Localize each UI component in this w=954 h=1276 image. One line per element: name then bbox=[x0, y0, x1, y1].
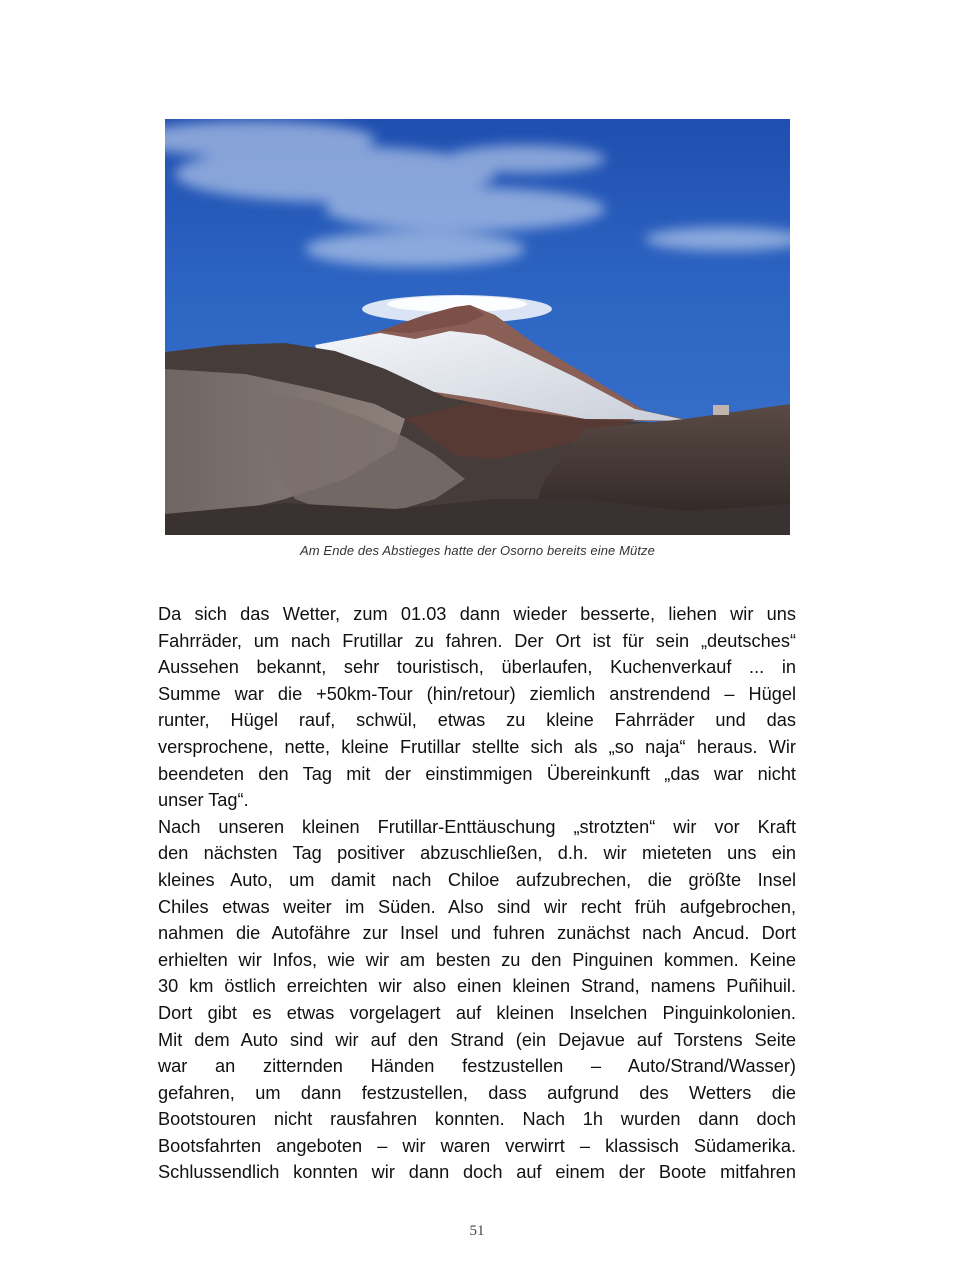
text-line: Da sich das Wetter, zum 01.03 dann wieder besserte, liehen wir uns bbox=[158, 604, 796, 624]
text-line: den nächsten Tag positiver abzuschließen, d.h. wir mieteten uns ein bbox=[158, 843, 796, 864]
text-line: Chiles etwas weiter im Süden. Also sind wir recht früh aufgebrochen, bbox=[158, 896, 796, 917]
text-line: runter, Hügel rauf, schwül, etwas zu kleine Fahrräder und das bbox=[158, 710, 796, 731]
text-line: unser Tag“. bbox=[158, 790, 249, 811]
text-line: Nach unseren kleinen Frutillar-Enttäuschung „strotzten“ wir vor Kraft bbox=[158, 816, 796, 837]
text-line: Summe war die +50km-Tour (hin/retour) ziemlich anstrendend – Hügel bbox=[158, 683, 796, 704]
text-line: beendeten den Tag mit der einstimmigen Übereinkunft „das war nicht bbox=[158, 763, 796, 784]
text-line: versprochene, nette, kleine Frutillar stellte sich als „so naja“ heraus. Wir bbox=[158, 736, 796, 757]
text-line: nahmen die Autofähre zur Insel und fuhren zunächst nach Ancud. Dort bbox=[158, 923, 796, 944]
text-line: Schlussendlich konnten wir dann doch auf einem der Boote mitfahren bbox=[158, 1162, 796, 1183]
text-line: gefahren, um dann festzustellen, dass aufgrund des Wetters die bbox=[158, 1082, 796, 1103]
text-line: kleines Auto, um damit nach Chiloe aufzubrechen, die größte Insel bbox=[158, 869, 796, 890]
text-line: Mit dem Auto sind wir auf den Strand (ein Dejavue auf Torstens Seite bbox=[158, 1029, 796, 1050]
text-line: Dort gibt es etwas vorgelagert auf kleinen Inselchen Pinguinkolonien. bbox=[158, 1002, 796, 1023]
text-line: Bootsfahrten angeboten – wir waren verwirrt – klassisch Südamerika. bbox=[158, 1135, 796, 1156]
figure-caption: Am Ende des Abstieges hatte der Osorno bereits eine Mütze bbox=[300, 543, 655, 558]
text-line: Fahrräder, um nach Frutillar zu fahren. Der Ort ist für sein „deutsches“ bbox=[158, 630, 796, 651]
text-line: erhielten wir Infos, wie wir am besten zu den Pinguinen kommen. Keine bbox=[158, 949, 796, 970]
body-text bbox=[158, 601, 796, 1186]
page-number: 51 bbox=[469, 1223, 485, 1239]
osorno-volcano-photo bbox=[165, 119, 790, 535]
text-line: 30 km östlich erreichten wir also einen kleinen Strand, namens Puñihuil. bbox=[158, 976, 796, 997]
text-line: Bootstouren nicht rausfahren konnten. Nach 1h wurden dann doch bbox=[158, 1109, 796, 1130]
text-line: war an zitternden Händen festzustellen – Auto/Strand/Wasser) bbox=[158, 1056, 796, 1077]
text-line: Aussehen bekannt, sehr touristisch, überlaufen, Kuchenverkauf ... in bbox=[158, 657, 796, 678]
